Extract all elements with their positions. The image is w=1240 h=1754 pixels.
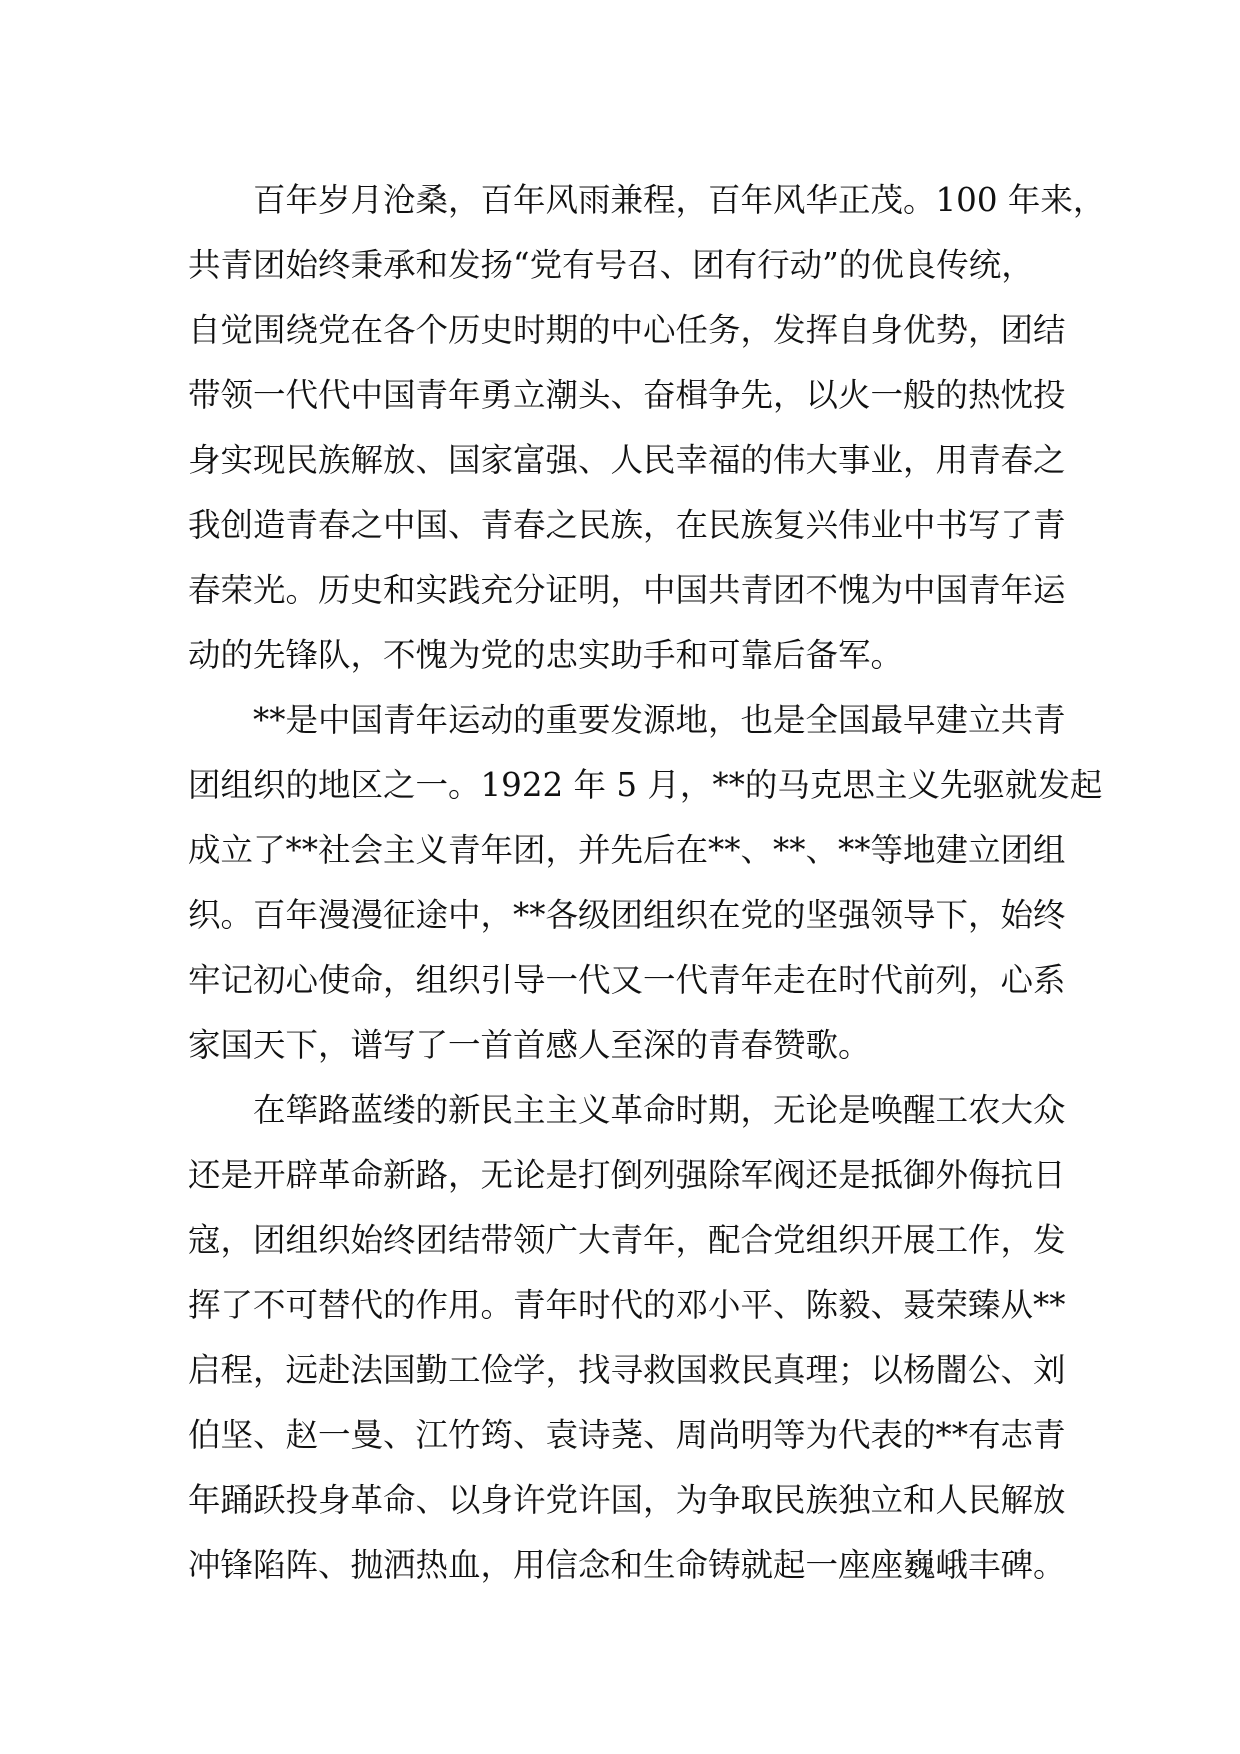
paragraph-1 [188,168,1106,688]
text-line: 在筚路蓝缕的新民主主义革命时期，无论是唤醒工农大众 [253,1091,1066,1129]
text-line: 春荣光。历史和实践充分证明，中国共青团不愧为中国青年运 [188,571,1066,609]
text-line: 寇，团组织始终团结带领广大青年，配合党组织开展工作，发 [188,1221,1066,1259]
text-line: 年踊跃投身革命、以身许党许国，为争取民族独立和人民解放 [188,1481,1066,1519]
document-body [188,168,1106,1598]
text-line: 牢记初心使命，组织引导一代又一代青年走在时代前列，心系 [188,961,1066,999]
text-line: 身实现民族解放、国家富强、人民幸福的伟大事业，用青春之 [188,441,1066,479]
text-line: 伯坚、赵一曼、江竹筠、袁诗荛、周尚明等为代表的**有志青 [188,1416,1066,1454]
text-line: 百年岁月沧桑，百年风雨兼程，百年风华正茂。100 年来， [253,181,1106,219]
text-line: 带领一代代中国青年勇立潮头、奋楫争先，以火一般的热忱投 [188,376,1066,414]
text-line: 启程，远赴法国勤工俭学，找寻救国救民真理；以杨闇公、刘 [188,1351,1066,1389]
text-line: 我创造青春之中国、青春之民族，在民族复兴伟业中书写了青 [188,506,1066,544]
text-line: 织。百年漫漫征途中，**各级团组织在党的坚强领导下，始终 [188,896,1066,934]
text-line: 挥了不可替代的作用。青年时代的邓小平、陈毅、聂荣臻从** [188,1286,1066,1324]
text-line: 还是开辟革命新路，无论是打倒列强除军阀还是抵御外侮抗日 [188,1156,1066,1194]
text-line: 动的先锋队，不愧为党的忠实助手和可靠后备军。 [188,636,904,674]
text-line: 成立了**社会主义青年团，并先后在**、**、**等地建立团组 [188,831,1066,869]
text-line: 家国天下，谱写了一首首感人至深的青春赞歌。 [188,1026,871,1064]
text-line: **是中国青年运动的重要发源地，也是全国最早建立共青 [253,701,1066,739]
text-line: 冲锋陷阵、抛洒热血，用信念和生命铸就起一座座巍峨丰碑。 [188,1546,1066,1584]
text-line: 自觉围绕党在各个历史时期的中心任务，发挥自身优势，团结 [188,311,1066,349]
paragraph-3 [188,1078,1068,1598]
text-line: 共青团始终秉承和发扬“党有号召、团有行动”的优良传统， [188,246,1034,284]
paragraph-2 [188,688,1103,1078]
text-line: 团组织的地区之一。1922 年 5 月，**的马克思主义先驱就发起 [188,766,1103,804]
